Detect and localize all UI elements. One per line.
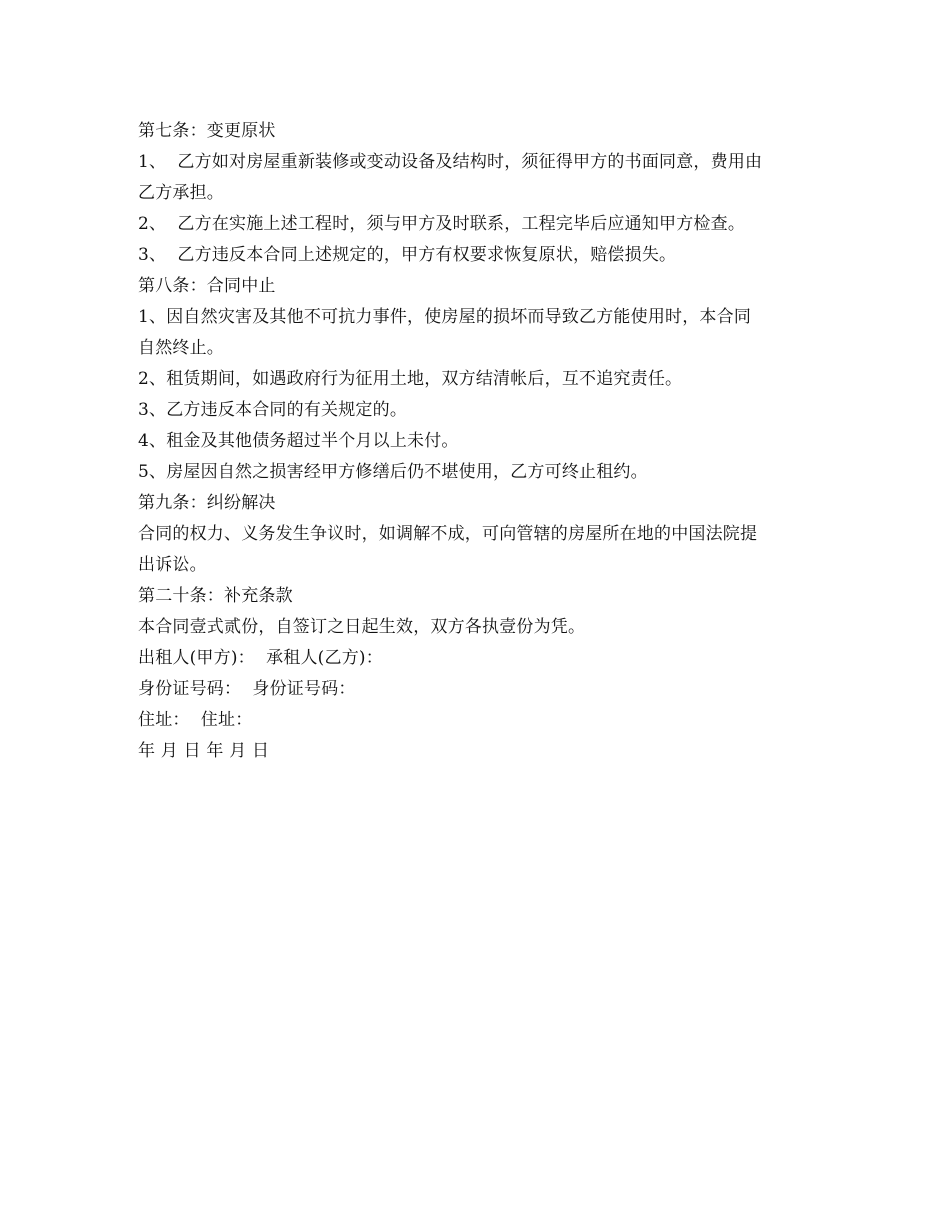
section-8-item-1-line-2: 自然终止。 (138, 338, 224, 358)
section-20-text: 本合同壹式贰份，自签订之日起生效，双方各执壹份为凭。 (138, 617, 586, 637)
section-9-text-line-2: 出诉讼。 (138, 555, 207, 575)
section-8-item-1-line-1: 1、因自然灾害及其他不可抗力事件，使房屋的损坏而导致乙方能使用时，本合同 (138, 307, 752, 327)
section-8-heading: 第八条：合同中止 (138, 276, 276, 296)
signature-addresses: 住址： 住址： (138, 710, 253, 730)
document-page (138, 116, 828, 767)
section-7-item-2: 2、 乙方在实施上述工程时，须与甲方及时联系，工程完毕后应通知甲方检查。 (138, 214, 746, 234)
section-7-item-1-line-2: 乙方承担。 (138, 183, 224, 203)
signature-id-numbers: 身份证号码： 身份证号码： (138, 679, 356, 699)
section-8-item-4: 4、租金及其他债务超过半个月以上未付。 (138, 431, 459, 451)
section-9-text-line-1: 合同的权力、义务发生争议时，如调解不成，可向管辖的房屋所在地的中国法院提 (138, 524, 758, 544)
section-8-item-3: 3、乙方违反本合同的有关规定的。 (138, 400, 408, 420)
section-7-heading: 第七条：变更原状 (138, 121, 276, 141)
section-8-item-2: 2、租赁期间，如遇政府行为征用土地，双方结清帐后，互不追究责任。 (138, 369, 683, 389)
section-7-item-3: 3、 乙方违反本合同上述规定的，甲方有权要求恢复原状，赔偿损失。 (138, 245, 677, 265)
section-8-item-5: 5、房屋因自然之损害经甲方修缮后仍不堪使用，乙方可终止租约。 (138, 462, 648, 482)
section-20-heading: 第二十条：补充条款 (138, 586, 293, 606)
section-7-item-1-line-1: 1、 乙方如对房屋重新装修或变动设备及结构时，须征得甲方的书面同意，费用由 (138, 152, 763, 172)
signature-parties: 出租人(甲方)： 承租人(乙方)： (138, 648, 383, 668)
section-9-heading: 第九条：纠纷解决 (138, 493, 276, 513)
signature-dates: 年 月 日 年 月 日 (138, 741, 270, 761)
